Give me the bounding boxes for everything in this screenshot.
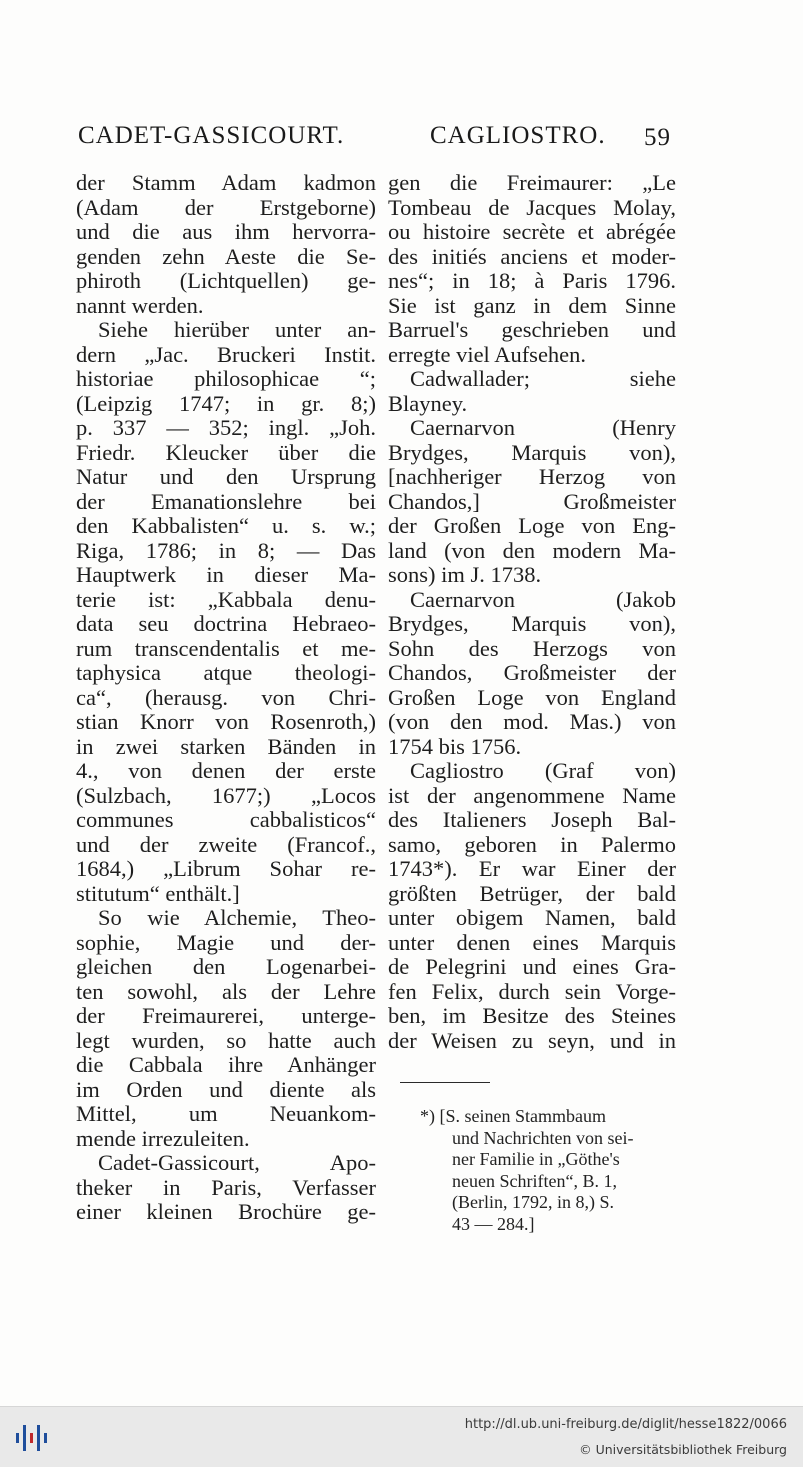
text-line: ou histoire secrète et abrégée <box>388 219 676 244</box>
ub-freiburg-logo-icon <box>10 1421 52 1455</box>
text-line: (von den mod. Mas.) von <box>388 709 676 734</box>
text-line: Großen Loge von England <box>388 684 676 710</box>
text-line: und die aus ihm hervorra- <box>76 219 376 244</box>
text-line: Cagliostro (Graf von) <box>410 758 676 783</box>
footnote-line: 43 — 284.] <box>452 1213 535 1234</box>
text-line: einer kleinen Brochüre ge- <box>76 1199 376 1224</box>
text-line: 1684,) „Librum Sohar re- <box>76 856 376 881</box>
text-line: fen Felix, durch sein Vorge- <box>388 978 676 1004</box>
text-line: gleichen den Logenarbei- <box>76 954 376 979</box>
text-line: Tombeau de Jacques Molay, <box>388 194 676 220</box>
text-line: data seu doctrina Hebraeo- <box>76 611 376 636</box>
footnote-line: (Berlin, 1792, in 8,) S. <box>452 1192 614 1212</box>
text-line: Friedr. Kleucker über die <box>76 439 376 465</box>
text-line: terie ist: „Kabbala denu- <box>76 586 376 612</box>
text-line: Hauptwerk in dieser Ma- <box>76 562 376 587</box>
text-line: unter obigem Namen, bald <box>388 905 676 930</box>
text-line: und der zweite (Francof., <box>76 831 376 857</box>
text-line: Cadwallader; siehe <box>410 366 676 391</box>
text-line: ist der angenommene Name <box>388 782 676 808</box>
text-line: taphysica atque theologi- <box>76 660 376 685</box>
text-line: samo, geboren in Palermo <box>388 831 676 857</box>
text-line: (Adam der Erstgeborne) <box>76 194 376 220</box>
text-line: der Stamm Adam kadmon <box>76 170 376 195</box>
left-text-column <box>76 171 376 1225</box>
text-line: Riga, 1786; in 8; — Das <box>76 537 376 563</box>
text-line: die Cabbala ihre Anhänger <box>76 1052 376 1077</box>
text-line: Cadet-Gassicourt, Apo- <box>98 1150 376 1175</box>
text-line: der Großen Loge von Eng- <box>388 513 676 538</box>
text-line: Brydges, Marquis von), <box>388 439 676 465</box>
text-line: 4., von denen der erste <box>76 758 376 783</box>
text-line: (Leipzig 1747; in gr. 8;) <box>76 390 376 416</box>
text-line: Sie ist ganz in dem Sinne <box>388 292 676 318</box>
footnote-rule <box>400 1082 490 1083</box>
text-line: nes“; in 18; à Paris 1796. <box>388 268 676 293</box>
text-line: der Weisen zu seyn, und in <box>388 1027 676 1053</box>
text-line: p. 337 — 352; ingl. „Joh. <box>76 415 376 440</box>
text-line: communes cabbalisticos“ <box>76 807 376 832</box>
text-line: ca“, (herausg. von Chri- <box>76 684 376 710</box>
text-line: Mittel, um Neuankom- <box>76 1101 376 1126</box>
text-line: sons) im J. 1738. <box>388 562 542 587</box>
text-line: land (von den modern Ma- <box>388 537 676 563</box>
footnote-line: und Nachrichten von sei- <box>452 1127 634 1148</box>
text-line: Sohn des Herzogs von <box>388 635 676 661</box>
footnote <box>420 1106 682 1235</box>
viewer-footer-bar <box>0 1406 803 1467</box>
text-line: ten sowohl, als der Lehre <box>76 978 376 1004</box>
text-line: gen die Freimaurer: „Le <box>388 170 676 195</box>
text-line: erregte viel Aufsehen. <box>388 341 587 367</box>
text-line: Caernarvon (Jakob <box>410 586 676 612</box>
text-line: stitutum“ enthält.] <box>76 880 240 906</box>
text-line: des Italieners Joseph Bal- <box>388 807 676 832</box>
text-line: in zwei starken Bänden in <box>76 733 376 759</box>
text-line: phiroth (Lichtquellen) ge- <box>76 268 376 293</box>
text-line: stian Knorr von Rosenroth,) <box>76 709 376 734</box>
text-line: (Sulzbach, 1677;) „Locos <box>76 782 376 808</box>
text-line: 1743*). Er war Einer der <box>388 856 676 881</box>
text-line: Chandos,] Großmeister <box>388 488 676 514</box>
text-line: Siehe hierüber unter an- <box>98 317 376 342</box>
text-line: Brydges, Marquis von), <box>388 611 676 636</box>
text-line: Chandos, Großmeister der <box>388 660 676 685</box>
text-line: Natur und den Ursprung <box>76 464 376 489</box>
footnote-line: ner Familie in „Göthe's <box>452 1149 620 1169</box>
text-line: 1754 bis 1756. <box>388 733 522 759</box>
footnote-line: neuen Schriften“, B. 1, <box>452 1170 617 1191</box>
text-line: [nachheriger Herzog von <box>388 464 676 489</box>
text-line: im Orden und diente als <box>76 1076 376 1102</box>
text-line: ben, im Besitze des Steines <box>388 1003 676 1028</box>
text-line: Caernarvon (Henry <box>410 415 676 440</box>
text-line: de Pelegrini und eines Gra- <box>388 954 676 979</box>
text-line: So wie Alchemie, Theo- <box>98 905 376 930</box>
copyright-notice: © Universitätsbibliothek Freiburg <box>579 1442 787 1457</box>
text-line: Barruel's geschrieben und <box>388 317 676 342</box>
text-line: dern „Jac. Bruckeri Instit. <box>76 341 376 367</box>
text-line: der Freimaurerei, unterge- <box>76 1003 376 1028</box>
text-line: unter denen eines Marquis <box>388 929 676 955</box>
page-number: 59 <box>644 124 671 151</box>
text-line: theker in Paris, Verfasser <box>76 1174 376 1200</box>
header-center-title: CAGLIOSTRO. <box>430 122 606 149</box>
text-line: genden zehn Aeste die Se- <box>76 243 376 269</box>
header-left-title: CADET-GASSICOURT. <box>78 122 345 149</box>
text-line: legt wurden, so hatte auch <box>76 1027 376 1053</box>
right-text-column <box>388 171 676 1053</box>
text-line: sophie, Magie und der- <box>76 929 376 955</box>
text-line: historiae philosophicae “; <box>76 366 376 391</box>
text-line: des initiés anciens et moder- <box>388 243 676 269</box>
footnote-line: *) [S. seinen Stammbaum <box>420 1106 606 1126</box>
text-line: größten Betrüger, der bald <box>388 880 676 906</box>
text-line: rum transcendentalis et me- <box>76 635 376 661</box>
text-line: Blayney. <box>388 390 468 416</box>
running-header <box>78 122 678 162</box>
text-line: mende irrezuleiten. <box>76 1125 250 1151</box>
text-line: nannt werden. <box>76 292 204 318</box>
text-line: den Kabbalisten“ u. s. w.; <box>76 513 376 538</box>
text-line: der Emanationslehre bei <box>76 488 376 514</box>
source-url-link[interactable]: http://dl.ub.uni-freiburg.de/diglit/hesse1822/0066 <box>464 1417 787 1432</box>
